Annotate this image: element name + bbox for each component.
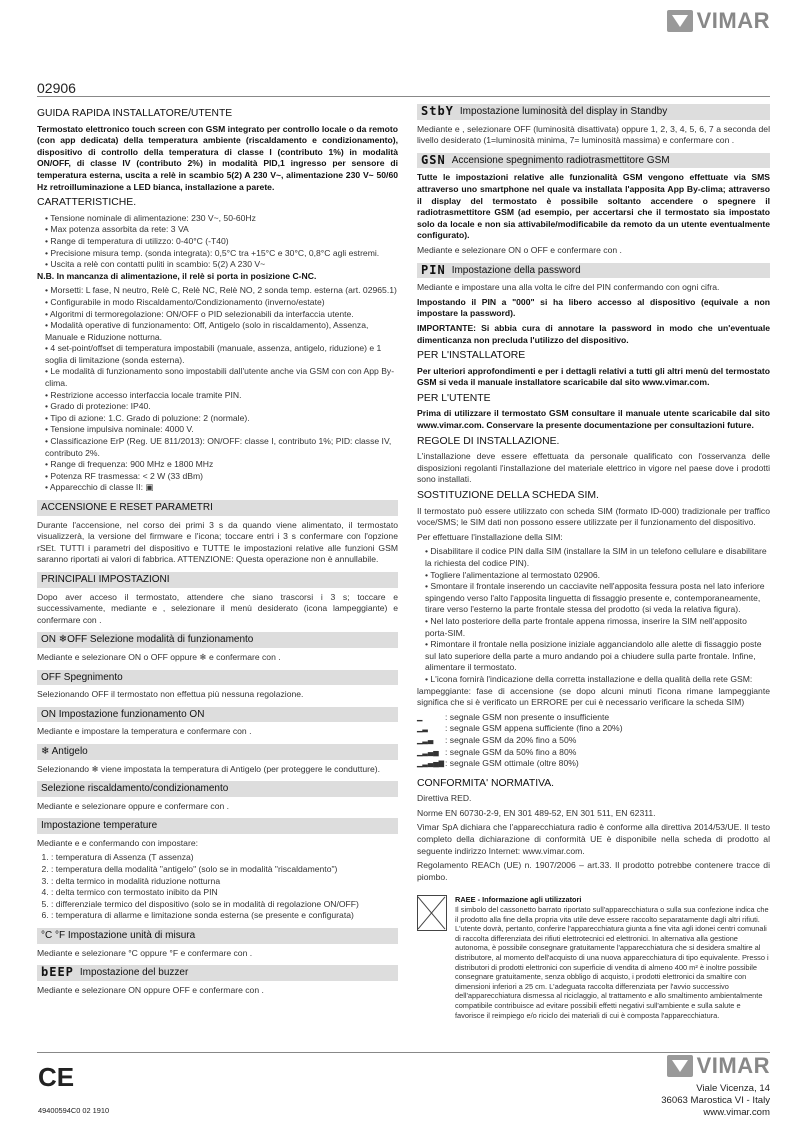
- user-title: PER L'UTENTE: [417, 392, 491, 404]
- reset-section-header: ACCENSIONE E RESET PARAMETRI: [37, 500, 398, 516]
- buzzer-header: bEEP Impostazione del buzzer: [37, 965, 398, 981]
- signal-row: ▁▂▃▄ : segnale GSM da 50% fino a 80%: [417, 746, 577, 757]
- unit-text: Mediante e selezionare °C oppure °F e confermare con .: [37, 947, 253, 958]
- conformity-title: CONFORMITA' NORMATIVA.: [417, 777, 555, 789]
- off-header: OFF Spegnimento: [37, 670, 398, 686]
- list-item: 4. : delta termico con termostato inibito da PIN: [51, 887, 398, 899]
- list-item: • Range di temperatura di utilizzo: 0-40°C (-T40): [45, 236, 398, 248]
- intro-text: Termostato elettronico touch screen con GSM integrato per controllo locale o da remoto (con app dedicata) della temperatura ambiente (riscaldamento e condizionamento), dispositivo di controllo della temperatura di classe I (contributo 1%) in modalità ON/OFF, di classe IV (contributo 2%) in modalità PID,1 ingresso per sensore di temperatura esterna, uscita a relè in scambio 5(2) A 230 V~, alimentazione 230 V~ 50/60 Hz retroilluminazione a LED bianca, installazione a parete.: [37, 123, 398, 192]
- list-item: • 4 set-point/offset di temperatura impostabili (manuale, assenza, antigelo, riduzione) e 1 soglia di limitazione (sonda esterna).: [45, 343, 398, 366]
- rules-text: L'installazione deve essere effettuata da personale qualificato con l'osservanza delle disposizioni regolanti l'installazione del materiale elettrico in vigore nel paese dove i prodotti sono installati.: [417, 451, 770, 485]
- standby-text: Mediante e , selezionare OFF (luminosità disattivata) oppure 1, 2, 3, 4, 5, 6, 7 a seconda del livello desiderato (1=luminosità minima, 7= luminosità massima) e confermare con .: [417, 123, 770, 146]
- vimar-logo: [667, 8, 770, 34]
- brand-name: VIMAR: [696, 8, 770, 33]
- characteristics-list-2: [37, 285, 398, 494]
- installer-title: PER L'INSTALLATORE: [417, 350, 526, 362]
- pin-text-2: Impostando il PIN a "000" si ha libero accesso al dispositivo (equivale a non impostare la password).: [417, 296, 770, 319]
- address-line: Viale Vicenza, 14: [696, 1083, 770, 1094]
- heat-cool-header: Selezione riscaldamento/condizionamento: [37, 781, 398, 797]
- list-item: • Grado di protezione: IP40.: [45, 401, 398, 413]
- list-item: • Nel lato posteriore della parte frontale appena rimossa, inserire la SIM nell'apposito porta-SIM.: [425, 616, 770, 639]
- crossed-bin-icon: [417, 895, 447, 931]
- sim-list: [417, 546, 770, 685]
- characteristics-list: [37, 213, 398, 271]
- antifreeze-header: ❄ Antigelo: [37, 744, 398, 760]
- address: [661, 1083, 770, 1119]
- list-item: • Classificazione ErP (Reg. UE 811/2013): ON/OFF: classe I, contributo 1%; PID: classe IV, contributo 2%.: [45, 436, 398, 459]
- top-divider: [37, 96, 770, 97]
- list-item: 5. : differenziale termico del dispositivo (solo se in modalità di regolazione ON/OFF): [51, 899, 398, 911]
- guide-title: GUIDA RAPIDA INSTALLATORE/UTENTE: [37, 108, 233, 119]
- settings-text: Dopo aver acceso il termostato, attendere che siano trascorsi i 3 s; toccare e successivamente, mediante e , selezionare il menù desiderato (icona lampeggiante) e confermare con .: [37, 591, 398, 625]
- conformity-1: Direttiva RED.: [417, 793, 472, 804]
- raee-title: RAEE - Informazione agli utilizzatori: [455, 895, 582, 905]
- list-item: • Precisione misura temp. (sonda integrata): 0,5°C tra +15°C e 30°C, 0,8°C agli estremi.: [45, 248, 398, 260]
- conformity-4: Regolamento REACh (UE) n. 1907/2006 – art.33. Il prodotto potrebbe contenere tracce di piombo.: [417, 860, 770, 882]
- list-item: • Smontare il frontale inserendo un cacciavite nell'apposita fessura posta nel lato inferiore spingendo verso l'alto l'apposita linguetta di fissaggio presente e, contemporaneamente, tirare verso l'esterno la parte frontale stessa del prodotto (si veda la relativa figura).: [425, 581, 770, 616]
- list-item: • Modalità operative di funzionamento: Off, Antigelo (solo in riscaldamento), Assenza, Manuale e Riduzione notturna.: [45, 320, 398, 343]
- rules-title: REGOLE DI INSTALLAZIONE.: [417, 435, 560, 447]
- characteristics-title: CARATTERISTICHE.: [37, 197, 137, 209]
- signal-icon: ▁▂: [417, 723, 428, 734]
- list-item: • Apparecchio di classe II: ▣: [45, 482, 398, 494]
- list-item: • Algoritmi di termoregolazione: ON/OFF o PID selezionabili da interfaccia utente.: [45, 309, 398, 321]
- list-item: • Uscita a relè con contatti puliti in scambio: 5(2) A 230 V~: [45, 259, 398, 271]
- right-column: [417, 104, 770, 1020]
- user-text: Prima di utilizzare il termostato GSM consultare il manuale utente scaricabile dal sito www.vimar.com. Conservare la presente documentazione per consultazioni future.: [417, 408, 770, 431]
- temperature-text: Mediante e e confermando con impostare:: [37, 837, 198, 848]
- list-item: • Le modalità di funzionamento sono impostabili dall'utente anche via GSM con con App By-clima.: [45, 366, 398, 389]
- signal-icon: ▁▂▃▄▅: [417, 758, 445, 769]
- list-item: • Rimontare il frontale nella posizione iniziale agganciandolo alle alette di fissaggio poste sul lato superiore della parte a muro andando poi a chiudere sulla parte frontale. Infine, alimentare il termostato.: [425, 639, 770, 674]
- left-column: [37, 104, 398, 999]
- installer-text: Per ulteriori approfondimenti e per i dettagli relativi a tutti gli altri menù del termostato GSM si veda il manuale installatore scaricabile dal sito www.vimar.com.: [417, 365, 770, 388]
- list-item: • L'icona fornirà l'indicazione della corretta installazione e della qualità della rete GSM:: [425, 674, 770, 686]
- signal-row: ▁▂ : segnale GSM appena sufficiente (fino a 20%): [417, 723, 623, 734]
- vimar-mark-icon: [667, 1055, 693, 1077]
- list-item: • Max potenza assorbita da rete: 3 VA: [45, 224, 398, 236]
- bottom-divider: [37, 1052, 770, 1053]
- list-item: • Tipo di azione: 1.C. Grado di poluzione: 2 (normale).: [45, 413, 398, 425]
- list-item: • Configurabile in modo Riscaldamento/Condizionamento (inverno/estate): [45, 297, 398, 309]
- signal-intro: lampeggiante: fase di accensione (se dopo alcuni minuti l'icona rimane lampeggiante significa che si è verificato un ERRORE per cui è necessario verificare la scheda SIM): [417, 685, 770, 708]
- pin-header: PIN Impostazione della password: [417, 263, 770, 279]
- list-item: • Range di frequenza: 900 MHz e 1800 MHz: [45, 459, 398, 471]
- list-item: 1. : temperatura di Assenza (T assenza): [51, 852, 398, 864]
- document-id: 49400594C0 02 1910: [38, 1106, 110, 1115]
- on-text: Mediante e impostare la temperatura e confermare con .: [37, 726, 252, 737]
- website: www.vimar.com: [703, 1107, 770, 1118]
- list-item: 3. : delta termico in modalità riduzione notturna: [51, 876, 398, 888]
- list-item: • Disabilitare il codice PIN dalla SIM (installare la SIM in un telefono cellulare e disabilitare la richiesta del codice PIN).: [425, 546, 770, 569]
- list-item: • Tensione impulsiva nominale: 4000 V.: [45, 424, 398, 436]
- temperature-list: [37, 852, 398, 922]
- settings-section-header: PRINCIPALI IMPOSTAZIONI: [37, 572, 398, 588]
- signal-icon: ▁: [417, 711, 423, 722]
- signal-row: ▁▂▃▄▅ : segnale GSM ottimale (oltre 80%): [417, 758, 579, 769]
- conformity-3: Vimar SpA dichiara che l'apparecchiatura radio è conforme alla direttiva 2014/53/UE. Il testo completo della dichiarazione di conformità UE è disponibile nella scheda di prodotto al seguente indirizzo Internet: www.vimar.com.: [417, 822, 770, 856]
- list-item: • Togliere l'alimentazione al termostato 02906.: [425, 570, 770, 582]
- mode-selection-text: Mediante e selezionare ON o OFF oppure ❄ e confermare con .: [37, 651, 281, 662]
- nb-note: N.B. In mancanza di alimentazione, il relè si porta in posizione C-NC.: [37, 270, 317, 281]
- signal-icon: ▁▂▃▄: [417, 746, 439, 757]
- vimar-logo-footer: [667, 1053, 770, 1079]
- gsm-text: Tutte le impostazioni relative alle funzionalità GSM vengono effettuate via SMS attraverso uno smartphone nel quale va installata l'apposita App By-clima; attraverso il display del termostato è possibile soltanto accendere o spegnere il radiotrasmettitore GSM (ad esempio, per accertarsi che il termostato sia impostato solo da locale e non sia attivabile/modificabile da remoto da un utente eventualmente configurato).: [417, 172, 770, 241]
- gsm-text-2: Mediante e selezionare ON o OFF e confermare con .: [417, 244, 622, 255]
- list-item: • Potenza RF trasmessa: < 2 W (33 dBm): [45, 471, 398, 483]
- buzzer-text: Mediante e selezionare ON oppure OFF e confermare con .: [37, 984, 264, 995]
- sim-text: Il termostato può essere utilizzato con scheda SIM (formato ID-000) tradizionale per traffico voce/SMS; le SIM dati non possono essere utilizzate per il funzionamento del dispositivo.: [417, 505, 770, 528]
- temperature-header: Impostazione temperature: [37, 818, 398, 834]
- address-line: 36063 Marostica VI - Italy: [661, 1095, 770, 1106]
- off-text: Selezionando OFF il termostato non effettua più nessuna regolazione.: [37, 689, 304, 700]
- sim-text-2: Per effettuare l'installazione della SIM:: [417, 531, 563, 542]
- product-code: 02906: [37, 80, 76, 96]
- signal-row: ▁▂▃ : segnale GSM da 20% fino a 50%: [417, 734, 577, 745]
- conformity-2: Norme EN 60730-2-9, EN 301 489-52, EN 301 511, EN 62311.: [417, 807, 656, 818]
- sim-title: SOSTITUZIONE DELLA SCHEDA SIM.: [417, 490, 599, 502]
- unit-header: °C °F Impostazione unità di misura: [37, 928, 398, 944]
- on-header: ON Impostazione funzionamento ON: [37, 707, 398, 723]
- signal-row: ▁ : segnale GSM non presente o insufficiente: [417, 711, 610, 722]
- pin-text: Mediante e impostare una alla volta le cifre del PIN confermando con ogni cifra.: [417, 282, 720, 293]
- mode-selection-header: ON ❄OFF Selezione modalità di funzionamento: [37, 632, 398, 648]
- pin-important: IMPORTANTE: Si abbia cura di annotare la password in modo che un'eventuale dimenticanza non precluda l'utilizzo del dispositivo.: [417, 322, 770, 345]
- list-item: • Morsetti: L fase, N neutro, Relè C, Relè NC, Relè NO, 2 sonda temp. esterna (art. 02965.1): [45, 285, 398, 297]
- list-item: 6. : temperatura di allarme e limitazione sonda esterna (se presente e configurata): [51, 910, 398, 922]
- antifreeze-text: Selezionando ❄ viene impostata la temperatura di Antigelo (per proteggere le condutture).: [37, 763, 381, 774]
- standby-header: StbY Impostazione luminosità del display in Standby: [417, 104, 770, 120]
- heat-cool-text: Mediante e selezionare oppure e confermare con .: [37, 800, 230, 811]
- signal-icon: ▁▂▃: [417, 734, 434, 745]
- list-item: 2. : temperatura della modalità "antigelo" (solo se in modalità "riscaldamento"): [51, 864, 398, 876]
- vimar-mark-icon: [667, 10, 693, 32]
- gsm-header: GSN Accensione spegnimento radiotrasmettitore GSM: [417, 153, 770, 169]
- reset-text: Durante l'accensione, nel corso dei primi 3 s da quando viene alimentato, il termostato visualizzerà, la versione del firmware e l'icona; toccare entri i 3 s confermare con l'opzione rSEt. TUTTI i parametri del dispositivo e TUTTE le impostazioni relative alle funzioni GSM saranno riportati ai valori di fabbrica. ATTENZIONE: Questa operazione non è annullabile.: [37, 519, 398, 565]
- brand-name: VIMAR: [696, 1053, 770, 1078]
- raee-text: Il simbolo del cassonetto barrato riportato sull'apparecchiatura o sulla sua confezione indica che il prodotto alla fine della propria vita utile deve essere raccolto separatamente dagli altri rifiuti. L'utente dovrà, pertanto, conferire l'apparecchiatura giunta a fine vita agli idonei centri comunali di raccolta differenziata dei rifiuti elettrotecnici ed elettronici. In alternativa alla gestione autonoma, è possibile consegnare gratuitamente l'apparecchiatura che si desidera smaltire al distributore, al momento dell'acquisto di una nuova apparecchiatura di tipo equivalente. Presso i distributori di prodotti elettronici con superficie di vendita di almeno 400 m² è inoltre possibile consegnare gratuitamente, senza obbligo di acquisto, i prodotti elettronici da smaltire con dimensioni inferiori a 25 cm. L'adeguata raccolta differenziata per l'avvio successivo dell'apparecchiatura dismessa al riciclaggio, al trattamento e allo smaltimento ambientalmente compatibile contribuisce ad evitare possibili effetti negativi sull'ambiente e sulla salute e favorisce il reimpiego e/o riciclo dei materiali di cui è composta l'apparecchiatura.: [455, 905, 769, 1020]
- raee-block: [417, 895, 770, 1020]
- list-item: • Tensione nominale di alimentazione: 230 V~, 50-60Hz: [45, 213, 398, 225]
- ce-mark: CE: [38, 1062, 75, 1092]
- list-item: • Restrizione accesso interfaccia locale tramite PIN.: [45, 390, 398, 402]
